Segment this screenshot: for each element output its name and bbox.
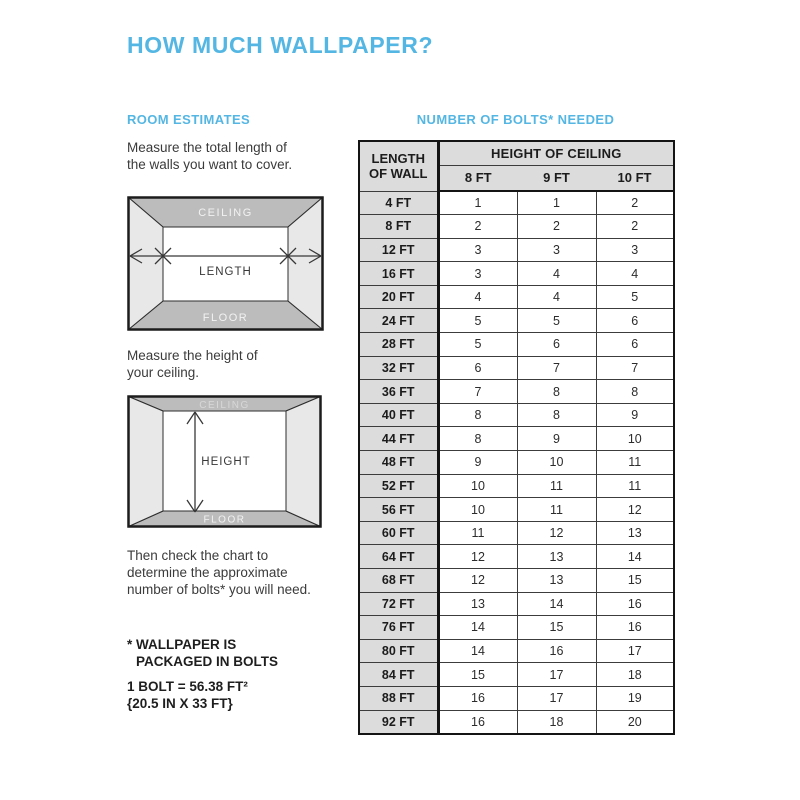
bolt-count-cell: 15	[438, 663, 517, 687]
table-row	[359, 545, 674, 569]
bolt-count-cell: 7	[517, 356, 596, 380]
table-row	[359, 380, 674, 404]
wall-length-cell: 24 FT	[359, 309, 438, 333]
bolt-count-cell: 14	[596, 545, 674, 569]
instruction-line: your ceiling.	[127, 365, 200, 380]
bolt-count-cell: 12	[438, 545, 517, 569]
table-row	[359, 285, 674, 309]
bolt-count-cell: 9	[517, 427, 596, 451]
header-line: LENGTH	[371, 151, 425, 167]
bolt-table-body	[359, 191, 674, 734]
wall-length-cell: 28 FT	[359, 333, 438, 357]
bolt-count-cell: 5	[438, 309, 517, 333]
table-row	[359, 238, 674, 262]
bolt-count-cell: 11	[517, 498, 596, 522]
wall-length-cell: 20 FT	[359, 285, 438, 309]
bolt-count-cell: 2	[596, 191, 674, 215]
table-row	[359, 403, 674, 427]
wall-length-cell: 60 FT	[359, 521, 438, 545]
bolt-count-cell: 6	[596, 333, 674, 357]
footnote-line: * WALLPAPER IS	[127, 637, 237, 652]
wall-length-cell: 36 FT	[359, 380, 438, 404]
bolt-count-cell: 15	[517, 616, 596, 640]
col-header-9ft: 9 FT	[517, 165, 596, 191]
bolt-count-cell: 17	[517, 663, 596, 687]
right-wall-surface	[286, 397, 321, 527]
table-row	[359, 521, 674, 545]
bolt-count-cell: 4	[517, 262, 596, 286]
bolt-count-cell: 5	[517, 309, 596, 333]
bolt-count-cell: 15	[596, 569, 674, 593]
floor-label: FLOOR	[202, 312, 249, 324]
bolt-count-cell: 7	[438, 380, 517, 404]
bolt-count-cell: 14	[438, 639, 517, 663]
table-header	[359, 141, 674, 191]
table-row	[359, 592, 674, 616]
bolt-count-cell: 13	[517, 545, 596, 569]
bolt-count-cell: 11	[596, 474, 674, 498]
bolt-count-cell: 16	[596, 616, 674, 640]
bolt-count-cell: 1	[438, 191, 517, 215]
left-wall-surface	[129, 397, 164, 527]
room-estimates-heading: ROOM ESTIMATES	[127, 112, 251, 127]
wall-length-cell: 88 FT	[359, 686, 438, 710]
instruction-step-1	[127, 139, 357, 173]
bolt-count-cell: 6	[438, 356, 517, 380]
wall-length-cell: 76 FT	[359, 616, 438, 640]
bolt-count-cell: 4	[596, 262, 674, 286]
wall-length-cell: 80 FT	[359, 639, 438, 663]
wall-length-cell: 8 FT	[359, 215, 438, 239]
bolt-count-cell: 8	[596, 380, 674, 404]
bolt-count-cell: 8	[517, 380, 596, 404]
bolt-spec	[127, 678, 248, 712]
instruction-step-3	[127, 547, 367, 598]
bolt-count-cell: 12	[596, 498, 674, 522]
bolt-spec-line: {20.5 IN X 33 FT}	[127, 696, 233, 711]
wall-length-cell: 72 FT	[359, 592, 438, 616]
table-row	[359, 191, 674, 215]
bolt-count-cell: 17	[596, 639, 674, 663]
table-row	[359, 333, 674, 357]
instruction-line: number of bolts* you will need.	[127, 582, 311, 597]
bolt-count-cell: 5	[596, 285, 674, 309]
bolt-count-cell: 16	[438, 686, 517, 710]
bolt-count-cell: 17	[517, 686, 596, 710]
bolt-count-cell: 16	[438, 710, 517, 734]
table-row	[359, 427, 674, 451]
bolt-count-cell: 11	[438, 521, 517, 545]
bolt-count-cell: 20	[596, 710, 674, 734]
wall-length-cell: 56 FT	[359, 498, 438, 522]
bolt-count-cell: 4	[517, 285, 596, 309]
col-header-8ft: 8 FT	[438, 165, 517, 191]
instruction-line: Then check the chart to	[127, 548, 269, 563]
bolt-count-cell: 2	[596, 215, 674, 239]
instruction-line: the walls you want to cover.	[127, 157, 293, 172]
bolt-count-cell: 10	[438, 498, 517, 522]
ceiling-label: CEILING	[199, 400, 250, 411]
bolt-count-cell: 2	[517, 215, 596, 239]
bolt-count-cell: 12	[517, 521, 596, 545]
bolt-count-cell: 6	[596, 309, 674, 333]
bolt-count-cell: 12	[438, 569, 517, 593]
bolt-count-cell: 1	[517, 191, 596, 215]
table-row	[359, 569, 674, 593]
room-length-diagram	[127, 196, 324, 331]
bolts-table-section	[358, 112, 673, 735]
header-line: OF WALL	[369, 166, 428, 182]
bolt-count-cell: 16	[517, 639, 596, 663]
bolt-spec-line: 1 BOLT = 56.38 FT²	[127, 679, 248, 694]
table-row	[359, 356, 674, 380]
wall-length-cell: 40 FT	[359, 403, 438, 427]
table-row	[359, 309, 674, 333]
table-row	[359, 639, 674, 663]
bolt-count-cell: 2	[438, 215, 517, 239]
instruction-line: Measure the height of	[127, 348, 258, 363]
wall-length-cell: 52 FT	[359, 474, 438, 498]
bolt-count-cell: 3	[596, 238, 674, 262]
bolt-count-cell: 14	[517, 592, 596, 616]
table-row	[359, 474, 674, 498]
bolt-count-cell: 5	[438, 333, 517, 357]
bolt-count-cell: 13	[517, 569, 596, 593]
instruction-line: determine the approximate	[127, 565, 288, 580]
bolt-count-cell: 10	[517, 451, 596, 475]
footnote-line: PACKAGED IN BOLTS	[136, 654, 279, 669]
room-height-diagram	[127, 395, 322, 528]
bolt-count-cell: 4	[438, 285, 517, 309]
bolts-table-heading: NUMBER OF BOLTS* NEEDED	[416, 112, 615, 127]
ceiling-label: CEILING	[198, 207, 253, 219]
floor-label: FLOOR	[203, 514, 246, 526]
table-row	[359, 451, 674, 475]
back-wall-surface	[163, 227, 288, 301]
instruction-line: Measure the total length of	[127, 140, 287, 155]
bolt-count-cell: 8	[517, 403, 596, 427]
bolt-count-cell: 8	[438, 427, 517, 451]
bolt-count-cell: 18	[596, 663, 674, 687]
table-row	[359, 215, 674, 239]
bolt-count-cell: 9	[438, 451, 517, 475]
table-row	[359, 663, 674, 687]
table-row	[359, 262, 674, 286]
bolt-count-cell: 10	[438, 474, 517, 498]
wall-length-cell: 68 FT	[359, 569, 438, 593]
bolt-count-cell: 9	[596, 403, 674, 427]
bolt-count-cell: 7	[596, 356, 674, 380]
bolt-count-cell: 3	[517, 238, 596, 262]
bolt-count-cell: 6	[517, 333, 596, 357]
bolts-needed-table	[358, 140, 675, 735]
wall-length-cell: 48 FT	[359, 451, 438, 475]
length-of-wall-header	[359, 141, 438, 191]
instruction-step-2	[127, 347, 357, 381]
wall-length-cell: 4 FT	[359, 191, 438, 215]
wall-length-cell: 16 FT	[359, 262, 438, 286]
bolt-count-cell: 16	[596, 592, 674, 616]
bolt-count-cell: 8	[438, 403, 517, 427]
bolt-count-cell: 19	[596, 686, 674, 710]
bolt-count-cell: 3	[438, 262, 517, 286]
bolt-count-cell: 13	[438, 592, 517, 616]
bolt-count-cell: 14	[438, 616, 517, 640]
page-title: HOW MUCH WALLPAPER?	[127, 32, 434, 58]
wall-length-cell: 32 FT	[359, 356, 438, 380]
col-header-10ft: 10 FT	[596, 165, 674, 191]
table-row	[359, 616, 674, 640]
wall-length-cell: 84 FT	[359, 663, 438, 687]
bolt-count-cell: 13	[596, 521, 674, 545]
height-dimension-label: HEIGHT	[201, 456, 251, 468]
bolt-count-cell: 3	[438, 238, 517, 262]
wall-length-cell: 12 FT	[359, 238, 438, 262]
table-row	[359, 710, 674, 734]
bolt-count-cell: 10	[596, 427, 674, 451]
wall-length-cell: 92 FT	[359, 710, 438, 734]
wall-length-cell: 44 FT	[359, 427, 438, 451]
table-header-row	[359, 141, 674, 165]
length-dimension-label: LENGTH	[199, 266, 252, 278]
wall-length-cell: 64 FT	[359, 545, 438, 569]
bolt-count-cell: 11	[596, 451, 674, 475]
table-row	[359, 686, 674, 710]
bolt-count-cell: 18	[517, 710, 596, 734]
table-row	[359, 498, 674, 522]
bolt-count-cell: 11	[517, 474, 596, 498]
packaging-footnote	[127, 636, 278, 670]
height-of-ceiling-header: HEIGHT OF CEILING	[438, 141, 674, 165]
